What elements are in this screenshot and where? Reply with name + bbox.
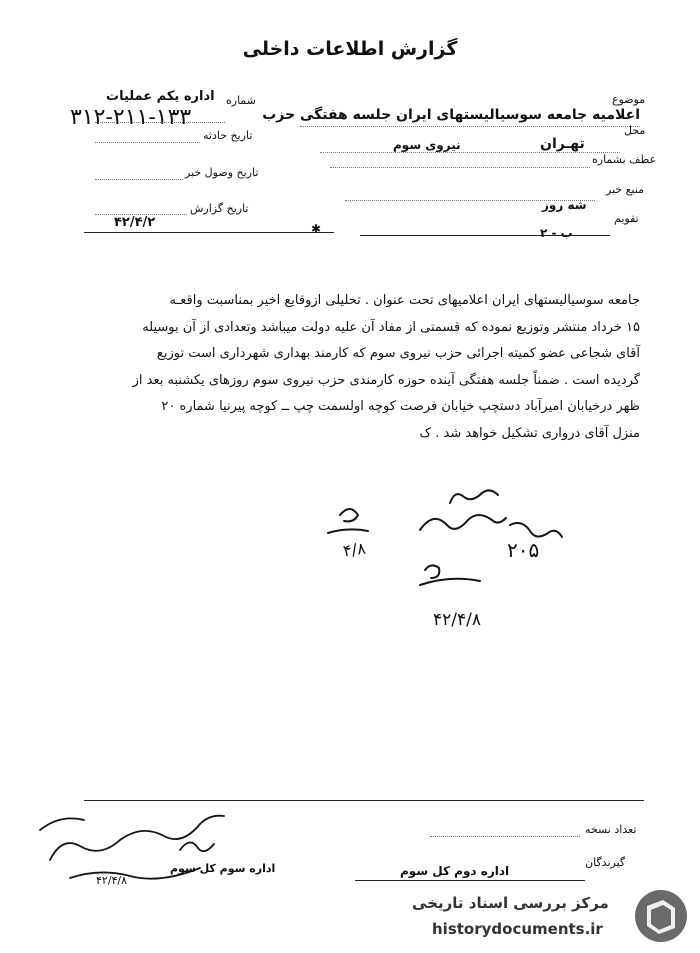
reference-label: عطف بشماره	[592, 153, 657, 166]
number-dept-value: اداره یکم عملیات	[106, 89, 215, 104]
note-left-date: ۴/۸	[341, 538, 367, 561]
source-value: شه روز	[542, 198, 587, 212]
place-value-secondary: نیروی سوم	[393, 138, 461, 152]
source-line	[345, 200, 595, 201]
recipient-primary: اداره دوم کل سوم	[400, 864, 510, 878]
report-title: گزارش اطلاعات داخلی	[242, 38, 458, 60]
place-value-primary: تهـران	[540, 136, 585, 152]
recipient-primary-line	[355, 880, 585, 881]
evaluation-label: تقویم	[614, 212, 639, 225]
recipients-label: گیرندگان	[585, 856, 626, 869]
copies-label: تعداد نسخه	[585, 823, 637, 836]
body-line: آقای شجاعی عضو کمیته اجرائی حزب نیروی سوم که کارمند بهداری شهرداری است توزیع	[156, 346, 640, 361]
report-body	[80, 288, 640, 447]
note-right-number: ۲۰۵	[507, 538, 540, 562]
subject-line	[300, 126, 640, 127]
body-line: ۱۵ خرداد منتشر وتوزیع نموده که قسمتی از مفاد آن علیه دولت میباشد وتعدادی از آن بوسیله	[142, 319, 640, 335]
body-line: منزل آقای درواری تشکیل خواهد شد . ک	[419, 425, 640, 441]
evaluation-value: ب - ۲	[540, 226, 573, 240]
receipt-date-label: تاریخ وصول خبر	[185, 166, 259, 179]
archive-logo-icon	[633, 888, 689, 944]
copies-line	[430, 836, 580, 837]
left-column-rule	[84, 232, 334, 233]
subject-value: اعلامیه جامعه سوسیالیستهای ایران جلسه هفتگی حزب	[262, 107, 640, 123]
report-date-label: تاریخ گزارش	[190, 202, 249, 215]
event-date-line	[95, 142, 200, 143]
receipt-date-line	[95, 179, 183, 180]
body-line: جامعه سوسیالیستهای ایران اعلامیهای تحت عنوان . تحلیلی ازوقایع اخیر بمناسبت واقعـه	[169, 293, 640, 308]
source-label: منبع خبر	[606, 183, 645, 196]
note-bottom-date: ۴۲/۴/۸	[433, 610, 481, 630]
place-line	[320, 152, 620, 153]
signature-date: ۴۲/۴/۸	[96, 874, 128, 887]
right-column-rule	[360, 235, 610, 236]
recipient-secondary: اداره سوم کل سوم	[170, 862, 276, 875]
small-mark-icon: ✱	[311, 222, 322, 236]
place-label: محل	[624, 124, 646, 137]
reference-line	[330, 167, 590, 168]
footer-rule	[84, 800, 644, 801]
watermark-name: مرکز بررسی اسناد تاریخی	[412, 894, 609, 912]
body-line: گردیده است . ضمناً جلسه هفتگی آینده حوزه کارمندی حزب نیروی سوم روزهای یکشنبه بعد از	[132, 372, 640, 388]
watermark-site: historydocuments.ir	[432, 920, 603, 938]
number-dotted-line	[95, 122, 225, 123]
number-value: ۳۱۲-۲۱۱-۱۳۳	[70, 105, 192, 130]
signature-icon	[30, 810, 260, 900]
number-label: شماره	[226, 94, 257, 107]
report-date-value: ۴۲/۴/۲	[114, 215, 156, 230]
subject-label: موضوع	[612, 93, 646, 106]
event-date-label: تاریخ حادثه	[203, 129, 253, 142]
body-line: ظهر درخیابان امیرآباد دستچپ خیابان فرصت کوچه اولسمت چپ ــ کوچه پیرنیا شماره ۲۰	[161, 399, 640, 414]
